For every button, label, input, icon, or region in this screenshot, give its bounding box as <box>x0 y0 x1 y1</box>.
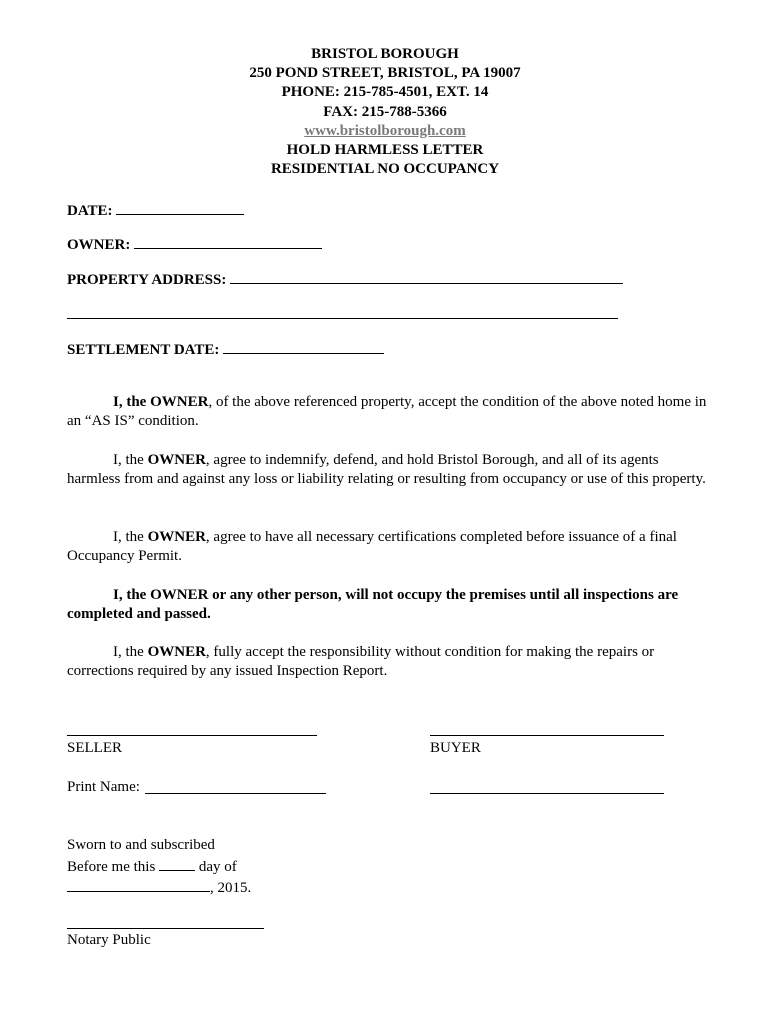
paragraph-certifications-text: , agree to have all necessary certifications completed before issuance of a final Occupancy Permit. <box>67 529 677 565</box>
paragraph-certifications <box>67 528 707 567</box>
month-blank[interactable] <box>67 877 210 892</box>
buyer-label: BUYER <box>430 740 481 756</box>
paragraph-repairs <box>67 643 707 682</box>
paragraph-indemnify-text: , agree to indemnify, defend, and hold Bristol Borough, and all of its agents harmless from and against any loss or liability relating or resulting from occupancy or use of this property. <box>67 452 706 488</box>
owner-label: OWNER: <box>67 237 131 253</box>
property-address-label: PROPERTY ADDRESS: <box>67 272 227 288</box>
sworn-text: Sworn to and subscribed <box>67 837 215 853</box>
date-field <box>67 200 244 220</box>
settlement-date-blank[interactable] <box>223 339 384 354</box>
owner-field <box>67 234 322 254</box>
paragraph-as-is-text: , of the above referenced property, accept the condition of the above noted home in an “AS IS” condition. <box>67 394 707 430</box>
paragraph-indemnify-lead: I, the <box>113 452 148 468</box>
settlement-date-field <box>67 339 384 359</box>
notary-signature-line[interactable] <box>67 928 264 929</box>
paragraph-no-occupancy-text: I, the OWNER or any other person, will not occupy the premises until all inspections are completed and passed. <box>67 587 679 623</box>
buyer-print-name-line[interactable] <box>430 793 664 794</box>
buyer-signature-line[interactable] <box>430 735 664 736</box>
owner-blank[interactable] <box>134 234 322 249</box>
paragraph-certifications-lead: I, the <box>113 529 148 545</box>
notary-public-label: Notary Public <box>67 932 151 948</box>
document-subtitle: RESIDENTIAL NO OCCUPANCY <box>270 161 500 178</box>
property-address-blank-line2[interactable] <box>67 318 618 319</box>
paragraph-repairs-lead: I, the <box>113 644 148 660</box>
property-address-field <box>67 269 623 289</box>
letterhead <box>0 45 770 179</box>
org-fax: FAX: 215-788-5366 <box>323 103 447 120</box>
org-name: BRISTOL BOROUGH <box>311 46 459 62</box>
owner-term: OWNER <box>147 529 206 545</box>
settlement-date-label: SETTLEMENT DATE: <box>67 342 220 358</box>
owner-term: OWNER <box>147 452 206 468</box>
before-me-text: Before me this <box>67 858 156 875</box>
date-blank[interactable] <box>116 200 244 215</box>
document-title: HOLD HARMLESS LETTER <box>286 142 484 159</box>
seller-print-name-line[interactable] <box>145 793 326 794</box>
website-link[interactable]: www.bristolborough.com <box>304 122 466 139</box>
day-of-text: day of <box>198 858 237 875</box>
paragraph-no-occupancy <box>67 586 707 625</box>
paragraph-as-is <box>67 393 707 432</box>
seller-signature-line[interactable] <box>67 735 317 736</box>
print-name-label: Print Name: <box>67 779 140 795</box>
org-address: 250 POND STREET, BRISTOL, PA 19007 <box>249 65 521 82</box>
paragraph-indemnify <box>67 451 707 490</box>
property-address-blank[interactable] <box>230 269 623 284</box>
owner-term: OWNER <box>147 644 206 660</box>
seller-label: SELLER <box>67 740 122 756</box>
owner-term: OWNER <box>150 394 209 410</box>
date-label: DATE: <box>67 203 113 219</box>
paragraph-as-is-lead: I, the <box>113 394 151 410</box>
org-phone: PHONE: 215-785-4501, EXT. 14 <box>281 84 489 101</box>
day-blank[interactable] <box>159 856 195 871</box>
paragraph-repairs-text: , fully accept the responsibility without condition for making the repairs or corrections required by any issued Inspection Report. <box>67 644 655 680</box>
year-text: , 2015. <box>210 880 252 896</box>
notary-block <box>67 836 251 899</box>
